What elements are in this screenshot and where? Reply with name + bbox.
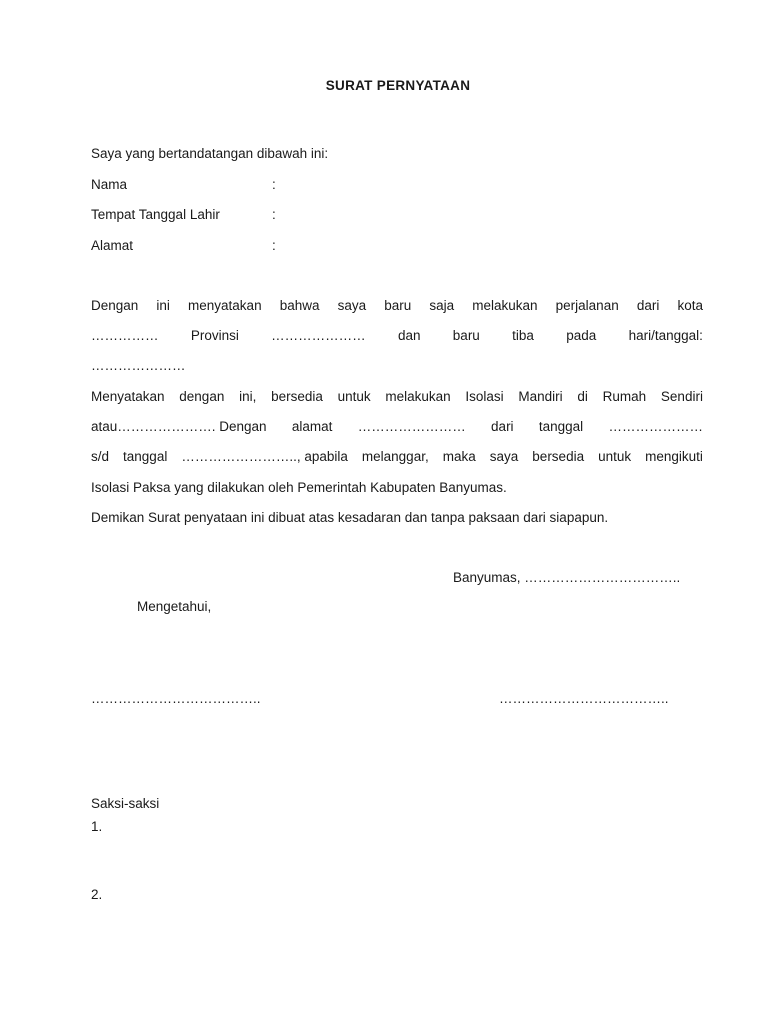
field-label-ttl: Tempat Tanggal Lahir bbox=[91, 207, 220, 222]
place-date: Banyumas, …………………………….. bbox=[453, 570, 681, 585]
para2-line2 bbox=[91, 419, 703, 434]
word: baru bbox=[452, 328, 480, 343]
word: bahwa bbox=[279, 298, 320, 313]
document-title: SURAT PERNYATAAN bbox=[325, 78, 471, 93]
field-label-alamat: Alamat bbox=[91, 238, 134, 253]
word: mengikuti bbox=[645, 449, 703, 464]
word: Provinsi bbox=[190, 328, 239, 343]
word: untuk bbox=[337, 389, 371, 404]
para2-line1 bbox=[91, 389, 703, 404]
blank-kota: …………… bbox=[91, 328, 159, 343]
word: dari bbox=[636, 298, 660, 313]
word: bersedia bbox=[271, 389, 323, 404]
word: bersedia bbox=[532, 449, 585, 464]
word: s/d bbox=[91, 449, 110, 464]
word: ini bbox=[156, 298, 170, 313]
word: tiba bbox=[512, 328, 534, 343]
mengetahui-label: Mengetahui, bbox=[137, 599, 212, 614]
word: tanggal bbox=[538, 419, 584, 434]
word: Sendiri bbox=[660, 389, 703, 404]
word: hari/tanggal: bbox=[628, 328, 703, 343]
signature-left: ……………………………….. bbox=[91, 691, 261, 706]
field-label-nama: Nama bbox=[91, 177, 128, 192]
word: tanggal bbox=[123, 449, 168, 464]
word: kota bbox=[677, 298, 703, 313]
word: maka bbox=[442, 449, 476, 464]
word: menyatakan bbox=[188, 298, 262, 313]
word: ini, bbox=[239, 389, 257, 404]
field-colon-nama: : bbox=[272, 177, 276, 192]
closing-statement: Demikan Surat penyataan ini dibuat atas kesadaran dan tanpa paksaan dari siapapun. bbox=[91, 510, 609, 525]
word: melanggar, bbox=[361, 449, 429, 464]
field-colon-alamat: : bbox=[272, 238, 276, 253]
field-colon-ttl: : bbox=[272, 207, 276, 222]
word: Dengan bbox=[91, 298, 139, 313]
word: melakukan bbox=[472, 298, 538, 313]
word: Menyatakan bbox=[91, 389, 165, 404]
word: Rumah bbox=[602, 389, 647, 404]
word: Mandiri bbox=[518, 389, 563, 404]
word: perjalanan bbox=[555, 298, 619, 313]
word: dan bbox=[397, 328, 421, 343]
word: dengan bbox=[179, 389, 225, 404]
word: atau…………………. Dengan bbox=[91, 419, 267, 434]
para1-line1 bbox=[91, 298, 703, 313]
word: pada bbox=[566, 328, 597, 343]
intro-text: Saya yang bertandatangan dibawah ini: bbox=[91, 146, 329, 161]
para1-line2 bbox=[91, 328, 703, 343]
para2-line3 bbox=[91, 449, 703, 464]
word: melakukan bbox=[385, 389, 451, 404]
blank-hari-tanggal: ………………… bbox=[91, 358, 186, 373]
word: untuk bbox=[598, 449, 632, 464]
word: alamat bbox=[291, 419, 333, 434]
blank-sd-tanggal: …………………….., apabila bbox=[181, 449, 348, 464]
word: saya bbox=[489, 449, 519, 464]
word: dari bbox=[491, 419, 514, 434]
signature-right: ……………………………….. bbox=[499, 691, 669, 706]
word: saja bbox=[429, 298, 455, 313]
word: di bbox=[577, 389, 588, 404]
blank-provinsi: ………………… bbox=[271, 328, 366, 343]
word: Isolasi bbox=[465, 389, 504, 404]
saksi-2: 2. bbox=[91, 887, 103, 902]
saksi-title: Saksi-saksi bbox=[91, 796, 160, 811]
blank-alamat: …………………… bbox=[357, 419, 466, 434]
word: saya bbox=[337, 298, 367, 313]
saksi-1: 1. bbox=[91, 819, 103, 834]
blank-tanggal: ………………… bbox=[608, 419, 703, 434]
word: baru bbox=[384, 298, 412, 313]
para2-line4: Isolasi Paksa yang dilakukan oleh Pemerintah Kabupaten Banyumas. bbox=[91, 480, 507, 495]
